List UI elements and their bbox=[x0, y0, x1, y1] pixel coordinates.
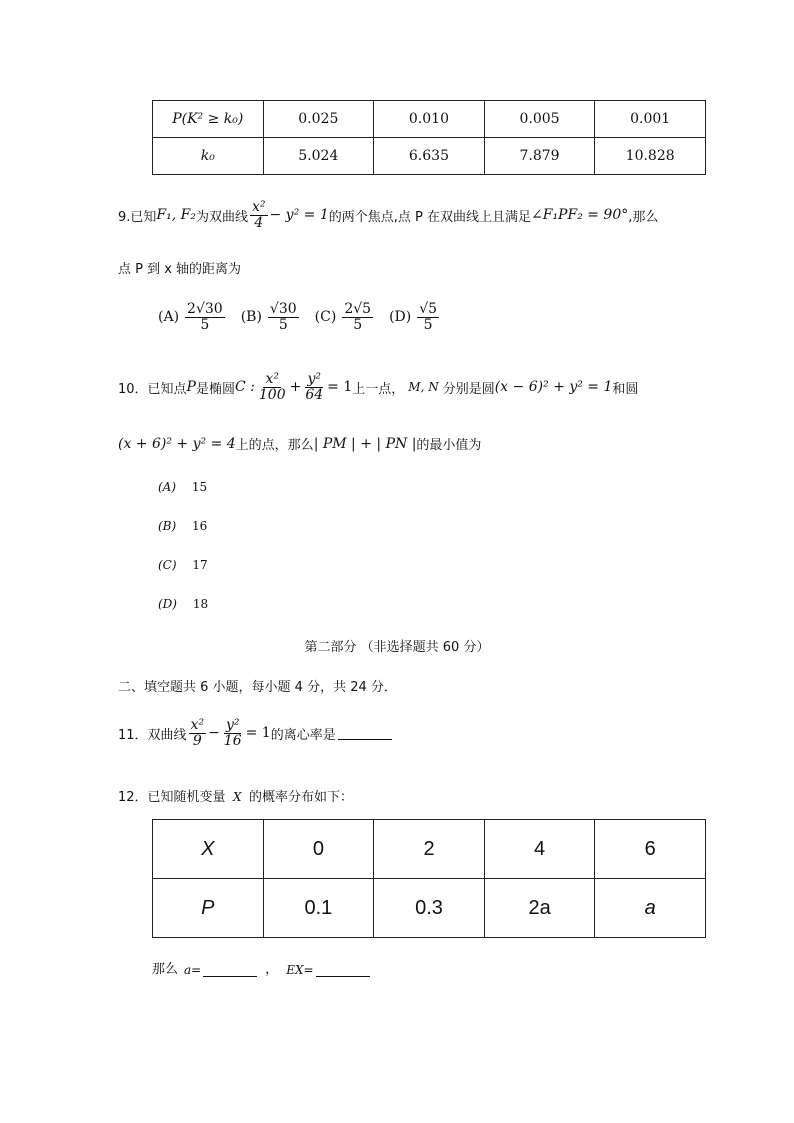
q10-option-b bbox=[158, 519, 207, 533]
q10-circle2: (x + 6)² + y² = 4 bbox=[118, 435, 236, 452]
q10-frac1 bbox=[257, 372, 288, 402]
q9-option-label: (D) bbox=[389, 309, 412, 326]
q9-option-b bbox=[241, 302, 301, 332]
q9-option-label: (A) bbox=[158, 309, 180, 326]
part2-title: 第二部分 （非选择题共 60 分） bbox=[304, 640, 490, 655]
table1-cell: 0.001 bbox=[595, 101, 706, 138]
q10-option-value: 15 bbox=[191, 480, 208, 494]
q9-prefix: 9.已知 bbox=[118, 209, 157, 225]
section2-heading: 二、填空题共 6 小题，每小题 4 分，共 24 分． bbox=[118, 680, 397, 695]
q12-answer-ex-blank[interactable] bbox=[316, 964, 370, 977]
critical-value-table bbox=[152, 100, 706, 175]
table1-cell: 10.828 bbox=[595, 138, 706, 175]
table2-cell: 0 bbox=[263, 820, 374, 879]
table2-cell: 4 bbox=[484, 820, 595, 879]
table1-cell: 0.025 bbox=[263, 101, 374, 138]
q9-option-frac bbox=[417, 302, 439, 332]
q10-frac2-num: y² bbox=[307, 371, 322, 387]
q10-option-a bbox=[158, 480, 207, 494]
q9-option-den: 5 bbox=[353, 316, 363, 333]
q9-eq-tail: − y² = 1 bbox=[269, 207, 329, 224]
q10-expr: | PM | + | PN | bbox=[313, 435, 417, 452]
q10-option-d bbox=[158, 597, 208, 611]
q9-option-frac bbox=[268, 302, 299, 332]
q10-circle1: (x − 6)² + y² = 1 bbox=[494, 379, 613, 396]
q10-p: P bbox=[186, 379, 196, 396]
q10-prefix: 10．已知点 bbox=[118, 381, 187, 397]
table2-cell: a bbox=[595, 879, 706, 938]
q12-answer-ex-label: EX= bbox=[286, 963, 314, 977]
q9-line2: 点 P 到 x 轴的距离为 bbox=[118, 262, 242, 277]
q11-frac1-num: x² bbox=[190, 717, 205, 733]
q11-prefix: 11．双曲线 bbox=[118, 727, 187, 743]
q9-mid1: 为双曲线 bbox=[195, 209, 248, 225]
q9-angle: ∠F₁PF₂ = 90° bbox=[531, 207, 629, 224]
q10-option-value: 17 bbox=[192, 558, 208, 572]
q10-mn: M, N bbox=[408, 380, 439, 395]
q9-frac-den: 4 bbox=[254, 214, 264, 231]
q11-frac1 bbox=[189, 718, 207, 748]
q11-frac2 bbox=[222, 718, 244, 748]
table1-cell: 0.010 bbox=[374, 101, 485, 138]
q9-option-den: 5 bbox=[200, 316, 210, 333]
q9-option-den: 5 bbox=[278, 316, 288, 333]
table2-cell: 2a bbox=[484, 879, 595, 938]
q11-tail: 的离心率是 bbox=[270, 727, 336, 743]
q11-frac1-den: 9 bbox=[192, 732, 202, 749]
q10-option-label: (B) bbox=[158, 519, 177, 533]
q9-option-label: (B) bbox=[240, 309, 262, 326]
q12-answer-sep: ， bbox=[265, 962, 279, 977]
q12-answer-a-label: a= bbox=[184, 963, 202, 977]
q10-eq: = 1 bbox=[327, 379, 353, 396]
question-12 bbox=[118, 786, 353, 805]
q9-mid2: 的两个焦点,点 P 在双曲线上且满足 bbox=[328, 209, 531, 225]
q9-option-num: √5 bbox=[419, 301, 438, 317]
q11-eq: = 1 bbox=[245, 725, 271, 742]
table1-cell: 6.635 bbox=[374, 138, 485, 175]
q10-frac2 bbox=[303, 372, 325, 402]
question-10-line1 bbox=[118, 372, 638, 402]
q12-text: 12．已知随机变量 bbox=[118, 790, 226, 805]
q9-option-den: 5 bbox=[423, 316, 433, 333]
q12-answer-line bbox=[152, 958, 370, 977]
q10-mid1: 是椭圆 bbox=[195, 381, 235, 397]
probability-table bbox=[152, 819, 706, 938]
q9-option-d bbox=[389, 302, 441, 332]
question-10-line2 bbox=[118, 434, 481, 453]
table2-row1-head: X bbox=[153, 820, 264, 879]
q10-frac1-den: 100 bbox=[258, 386, 286, 403]
q11-frac2-num: y² bbox=[225, 717, 240, 733]
table1-cell: 0.005 bbox=[484, 101, 595, 138]
q9-tail: ,那么 bbox=[628, 209, 659, 225]
table1-row2-head: k₀ bbox=[153, 138, 264, 175]
q10-option-label: (D) bbox=[158, 597, 177, 611]
q10-option-label: (C) bbox=[158, 558, 177, 572]
table1-row1-head: P(K² ≥ k₀) bbox=[153, 101, 264, 138]
q9-option-num: 2√30 bbox=[187, 301, 223, 317]
q9-option-num: 2√5 bbox=[344, 301, 372, 317]
q9-fraction bbox=[250, 200, 268, 230]
q10-frac1-num: x² bbox=[265, 371, 279, 387]
table2-cell: 2 bbox=[374, 820, 485, 879]
q10-plus: + bbox=[289, 379, 302, 396]
q9-option-a bbox=[158, 302, 227, 332]
q9-foci: F₁, F₂ bbox=[156, 207, 196, 224]
question-9-line1 bbox=[118, 200, 658, 230]
q9-option-label: (C) bbox=[314, 309, 337, 326]
q9-frac-num: x² bbox=[251, 199, 266, 215]
q11-answer-blank[interactable] bbox=[338, 727, 392, 740]
table2-cell: 0.1 bbox=[263, 879, 374, 938]
q9-option-frac bbox=[185, 302, 225, 332]
table2-cell: 6 bbox=[595, 820, 706, 879]
q12-answer-prefix: 那么 bbox=[152, 962, 179, 977]
table1-cell: 5.024 bbox=[263, 138, 374, 175]
q10-frac2-den: 64 bbox=[305, 386, 324, 403]
q10-mid2: 上一点， bbox=[352, 381, 405, 397]
q11-minus: − bbox=[208, 725, 220, 742]
q12-answer-a-blank[interactable] bbox=[203, 964, 257, 977]
q12-var: X bbox=[233, 790, 242, 804]
q10-option-value: 18 bbox=[192, 597, 209, 611]
q10-c: C : bbox=[234, 379, 255, 396]
q9-option-c bbox=[315, 302, 375, 332]
q10-option-c bbox=[158, 558, 208, 572]
q9-options bbox=[158, 302, 441, 332]
q10-line2-mid: 上的点，那么 bbox=[235, 438, 314, 453]
q10-line2-tail: 的最小值为 bbox=[416, 438, 482, 453]
q11-frac2-den: 16 bbox=[223, 732, 242, 749]
table2-row2-head: P bbox=[153, 879, 264, 938]
q9-option-frac bbox=[342, 302, 373, 332]
q12-tail: 的概率分布如下： bbox=[249, 790, 354, 805]
q10-option-label: (A) bbox=[158, 480, 177, 494]
q10-option-value: 16 bbox=[192, 519, 208, 533]
q9-option-num: √30 bbox=[269, 301, 297, 317]
q10-mid3: 分别是圆 bbox=[442, 381, 495, 397]
q10-mid4: 和圆 bbox=[612, 381, 639, 397]
table2-cell: 0.3 bbox=[374, 879, 485, 938]
question-11 bbox=[118, 718, 392, 748]
table1-cell: 7.879 bbox=[484, 138, 595, 175]
